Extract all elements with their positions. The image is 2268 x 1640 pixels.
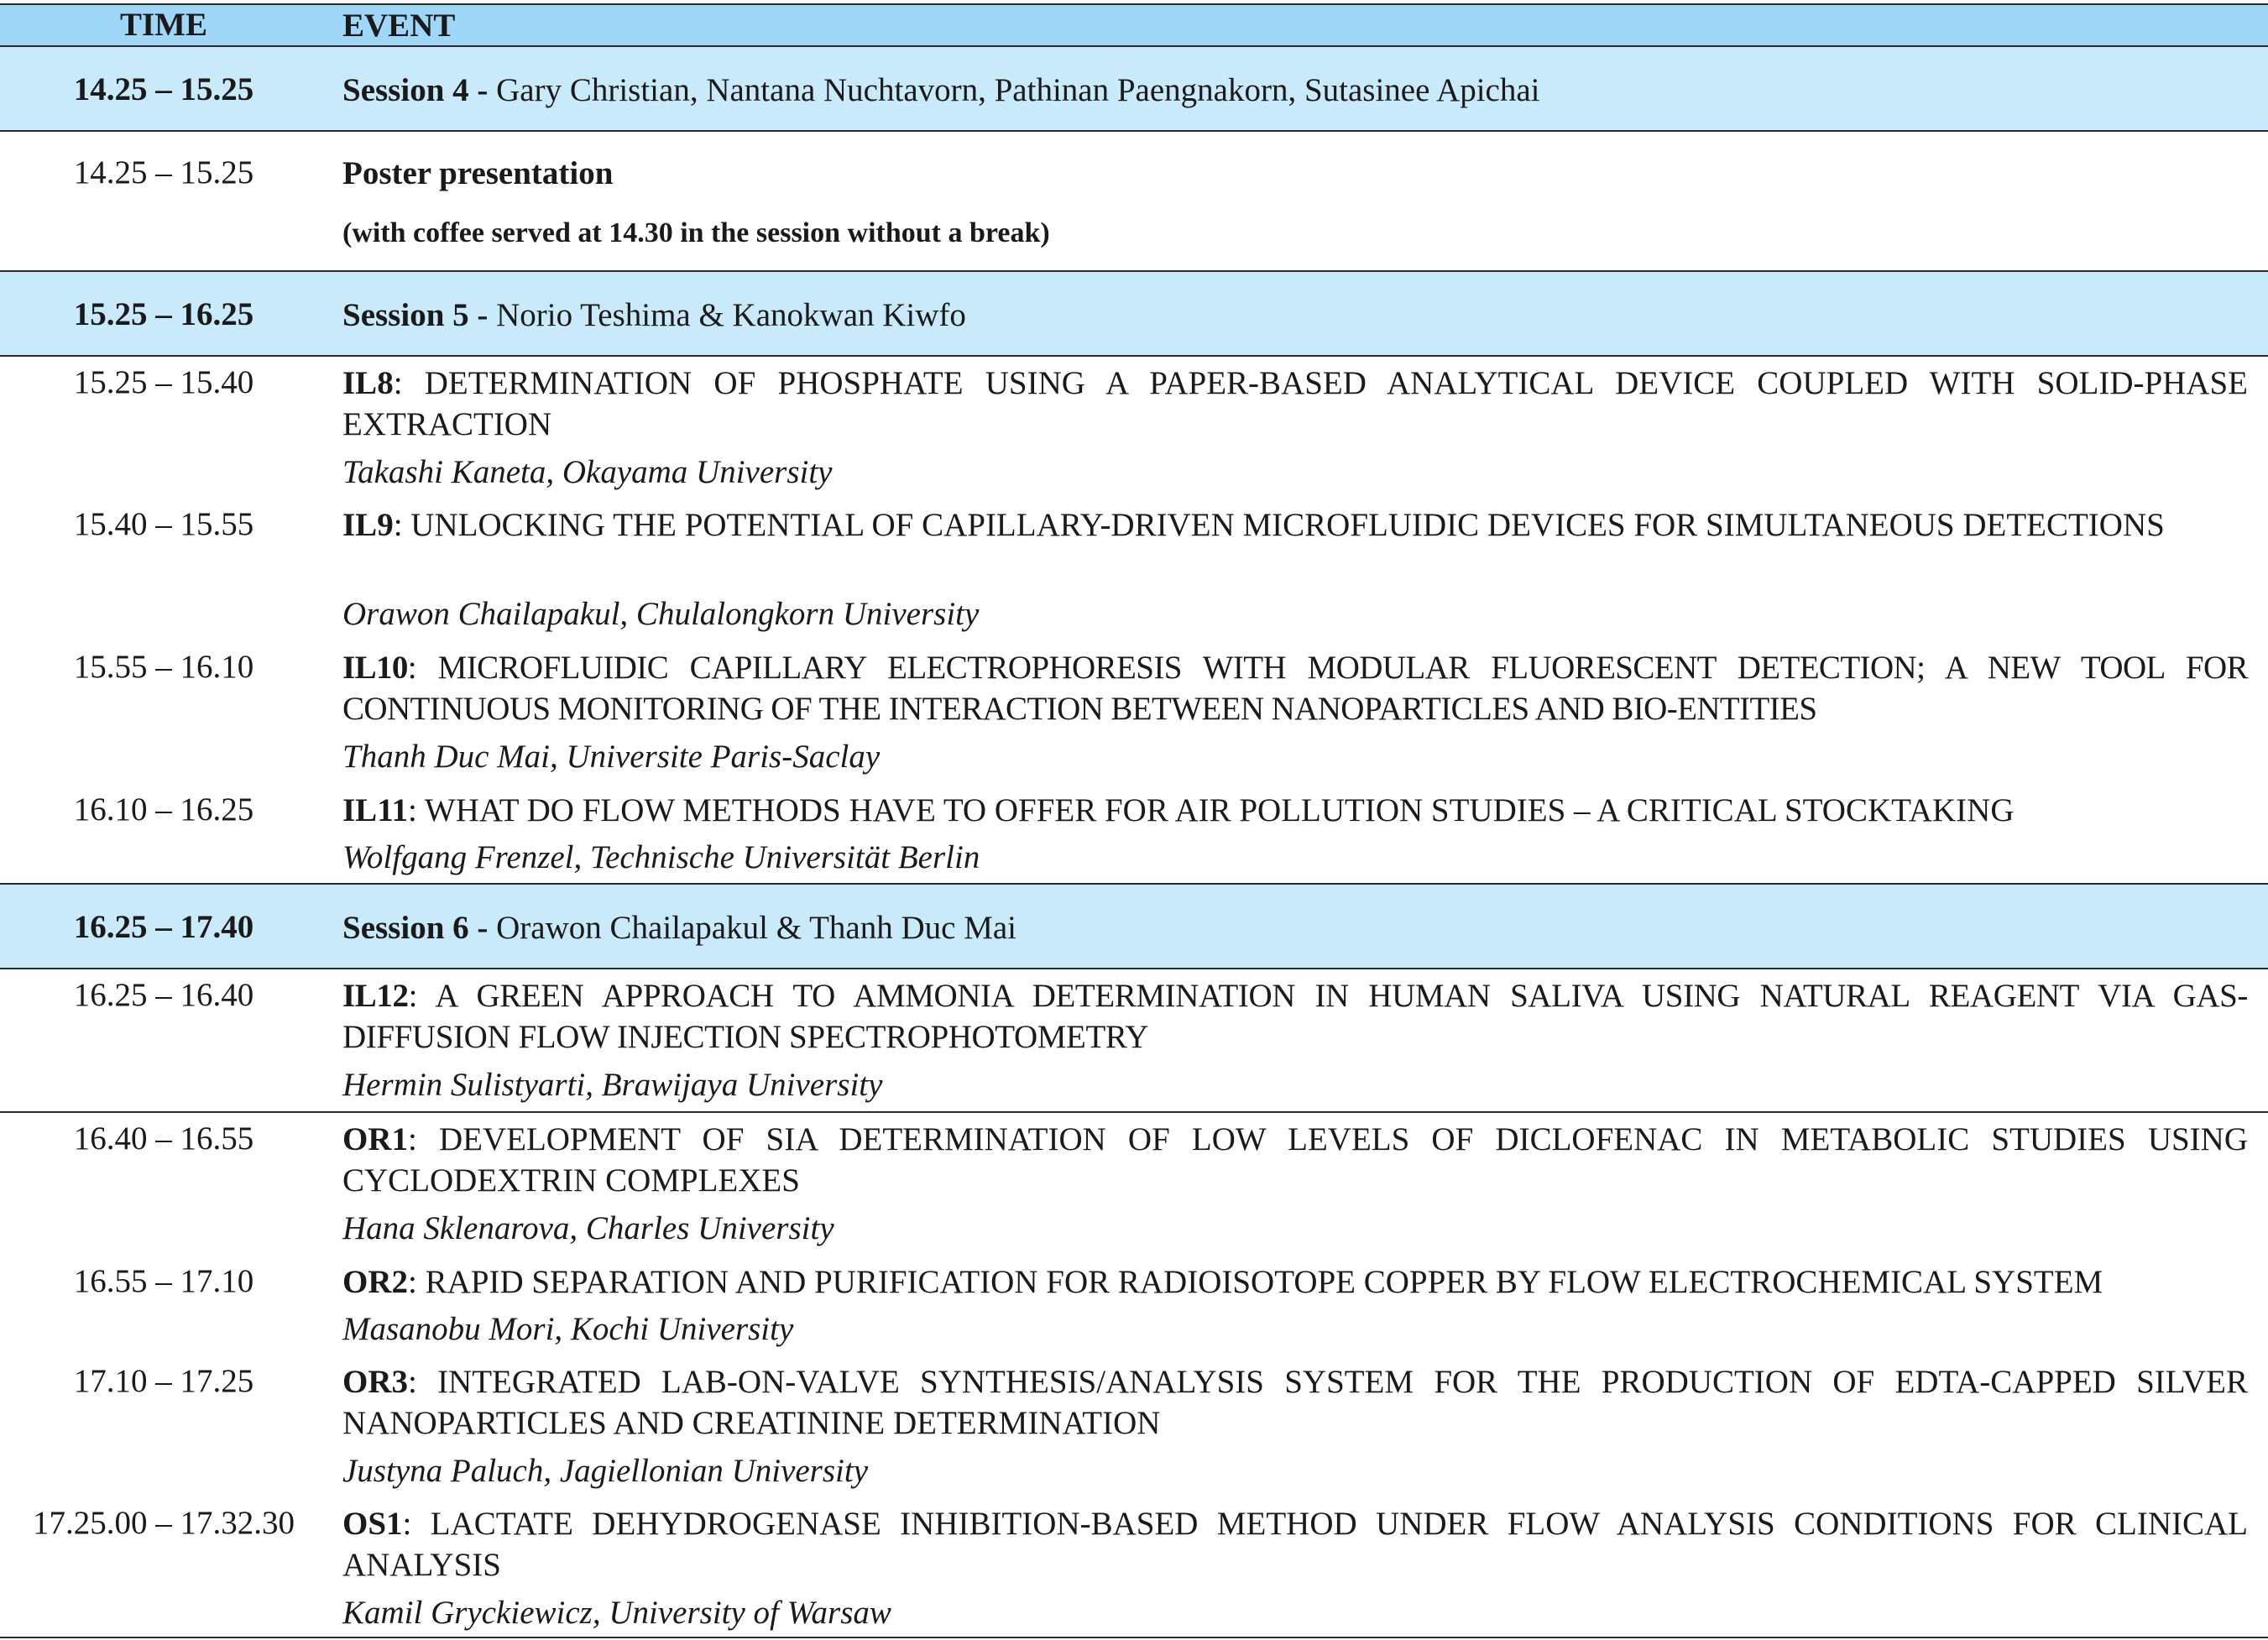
talk-row [0, 1261, 2268, 1354]
talk-title: OS1: LACTATE DEHYDROGENASE INHIBITION-BASED METHOD UNDER FLOW ANALYSIS CONDITIONS FOR CLINICAL ANALYSIS [342, 1506, 2248, 1583]
event-time: 14.25 – 15.25 [73, 154, 254, 191]
divider [0, 968, 2268, 969]
talk-speaker: Orawon Chailapakul, Chulalongkorn University [342, 596, 980, 632]
talk-title: IL10: MICROFLUIDIC CAPILLARY ELECTROPHORESIS WITH MODULAR FLUORESCENT DETECTION; A NEW TOOL FOR CONTINUOUS MONITORING OF THE INTERACTION BETWEEN NANOPARTICLES AND BIO-ENTITIES [342, 650, 2248, 727]
event-time: 15.55 – 16.10 [73, 649, 254, 685]
session-row [0, 272, 2268, 355]
talk-title: OR3: INTEGRATED LAB-ON-VALVE SYNTHESIS/ANALYSIS SYSTEM FOR THE PRODUCTION OF EDTA-CAPPED SILVER NANOPARTICLES AND CREATININE DETERMINATION [342, 1364, 2248, 1441]
session-time: 14.25 – 15.25 [73, 71, 254, 107]
divider [0, 3, 2268, 5]
divider [0, 1111, 2268, 1113]
poster-note: (with coffee served at 14.30 in the session without a break) [342, 217, 1050, 248]
talk-title: OR1: DEVELOPMENT OF SIA DETERMINATION OF LOW LEVELS OF DICLOFENAC IN METABOLIC STUDIES USING CYCLODEXTRIN COMPLEXES [342, 1121, 2248, 1199]
event-time: 16.10 – 16.25 [73, 791, 254, 828]
talk-speaker: Takashi Kaneta, Okayama University [342, 454, 833, 490]
session-time: 15.25 – 16.25 [73, 296, 254, 332]
talk-speaker: Justyna Paluch, Jagiellonian University [342, 1453, 869, 1489]
talk-row [0, 363, 2268, 497]
talk-row [0, 647, 2268, 781]
session-title: Session 6 - Orawon Chailapakul & Thanh Duc Mai [342, 910, 1017, 946]
talk-speaker: Thanh Duc Mai, Universite Paris-Saclay [342, 739, 881, 775]
talk-title: IL12: A GREEN APPROACH TO AMMONIA DETERMINATION IN HUMAN SALIVA USING NATURAL REAGENT VIA GAS-DIFFUSION FLOW INJECTION SPECTROPHOTOMETRY [342, 978, 2248, 1055]
talk-speaker: Masanobu Mori, Kochi University [342, 1311, 794, 1347]
event-time: 16.55 – 17.10 [73, 1263, 254, 1299]
talk-row [0, 1503, 2268, 1637]
session-time: 16.25 – 17.40 [73, 909, 254, 945]
talk-title: OR2: RAPID SEPARATION AND PURIFICATION FOR RADIOISOTOPE COPPER BY FLOW ELECTROCHEMICAL SYSTEM [342, 1264, 2103, 1300]
talk-speaker: Kamil Gryckiewicz, University of Warsaw [342, 1595, 891, 1631]
session-row [0, 47, 2268, 130]
event-time: 15.25 – 15.40 [73, 364, 254, 400]
talk-row [0, 975, 2268, 1110]
session-title [342, 70, 2248, 111]
divider [0, 355, 2268, 357]
talk-title: IL8: DETERMINATION OF PHOSPHATE USING A PAPER-BASED ANALYTICAL DEVICE COUPLED WITH SOLID-PHASE EXTRACTION [342, 365, 2248, 442]
talk-speaker: Hermin Sulistyarti, Brawijaya University [342, 1067, 883, 1103]
session-chairs: Gary Christian, Nantana Nuchtavorn, Pathinan Paengnakorn, Sutasinee Apichai [496, 72, 1540, 108]
talk-speaker: Hana Sklenarova, Charles University [342, 1210, 834, 1246]
header-time: TIME [119, 7, 207, 43]
event-time: 15.40 – 15.55 [73, 506, 254, 542]
talk-title: IL9: UNLOCKING THE POTENTIAL OF CAPILLARY-DRIVEN MICROFLUIDIC DEVICES FOR SIMULTANEOUS DETECTIONS [342, 507, 2165, 543]
table-header [0, 3, 2268, 45]
poster-row [0, 132, 2268, 270]
session-title: Session 5 - Norio Teshima & Kanokwan Kiwfo [342, 297, 966, 333]
poster-title: Poster presentation [342, 155, 614, 191]
talk-row [0, 1361, 2268, 1496]
divider [0, 1637, 2268, 1638]
talk-title: IL11: WHAT DO FLOW METHODS HAVE TO OFFER FOR AIR POLLUTION STUDIES – A CRITICAL STOCKTAKING [342, 792, 2015, 828]
session-row [0, 885, 2268, 968]
event-time: 16.25 – 16.40 [73, 977, 254, 1013]
talk-row [0, 1119, 2268, 1253]
event-time: 17.25.00 – 17.32.30 [33, 1505, 295, 1541]
talk-speaker: Wolfgang Frenzel, Technische Universität Berlin [342, 839, 980, 875]
event-time: 16.40 – 16.55 [73, 1120, 254, 1157]
session-label: Session 4 - [342, 72, 497, 108]
talk-row [0, 790, 2268, 882]
event-time: 17.10 – 17.25 [73, 1363, 254, 1399]
header-event: EVENT [342, 8, 456, 44]
talk-row [0, 504, 2268, 639]
